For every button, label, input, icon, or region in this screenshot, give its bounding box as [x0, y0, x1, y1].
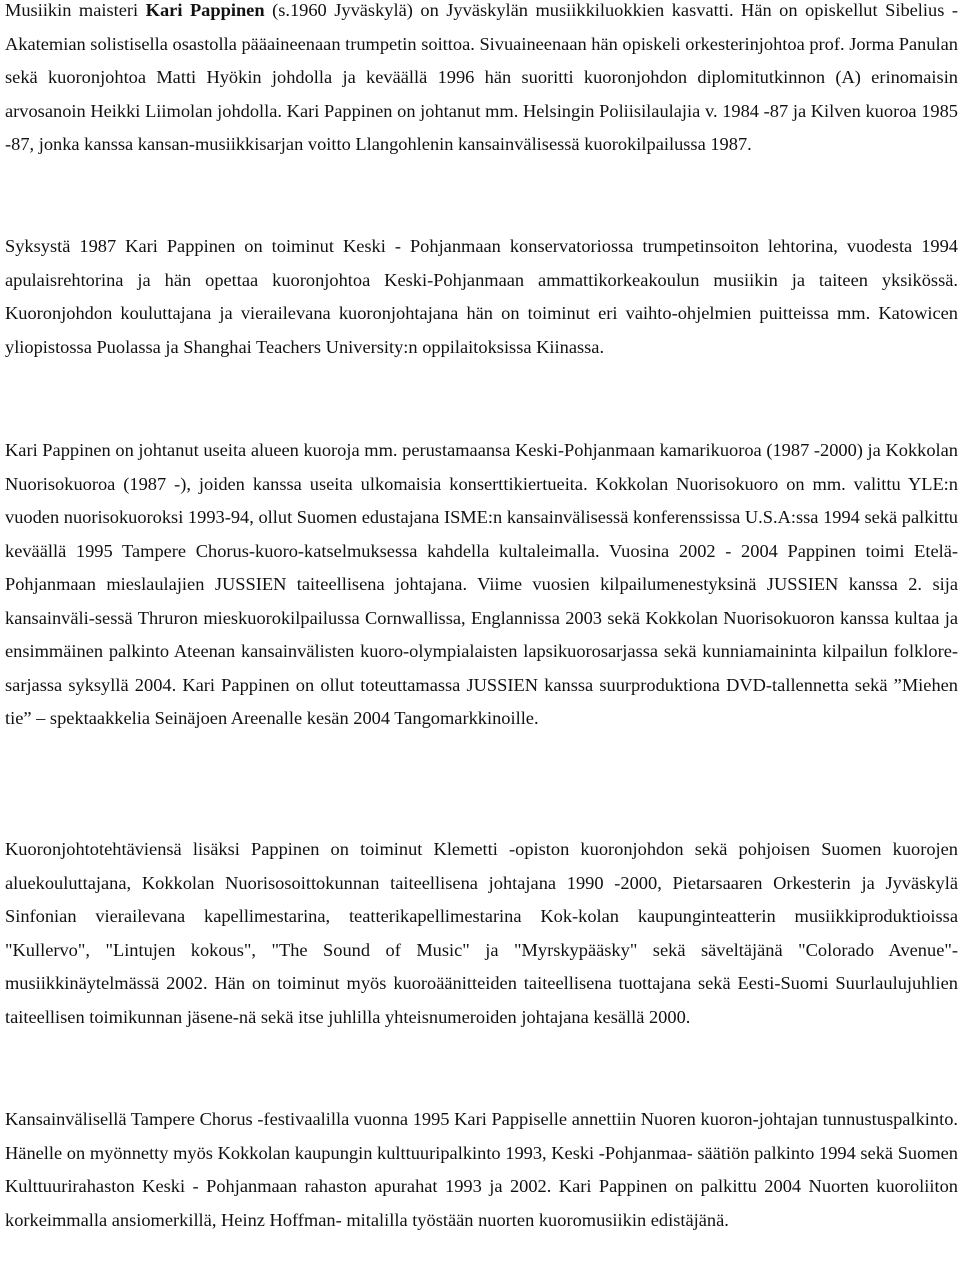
- paragraph-education-text: (s.1960 Jyväskylä) on Jyväskylän musiikkiluokkien kasvatti. Hän on opiskellut Sibelius - Akatemian solistisella osastolla pääaineenaan trumpetin soittoa. Sivuaineenaan hän opiskeli orkesterinjohtoa prof. Jorma Panulan sekä kuoronjohtoa Matti Hyökin johdolla ja keväällä 1996 hän suoritti kuoronjohdon diplomitutkinnon (A) erinomaisin arvosanoin Heikki Liimolan johdolla. Kari Pappinen on johtanut mm. Helsingin Poliisilaulajia v. 1984 -87 ja Kilven kuoroa 1985 -87, jonka kanssa kansan-musiikkisarjan voitto Llangohlenin kansainvälisessä kuorokilpailussa 1987.: [5, 0, 959, 154]
- paragraph-education-intro: Musiikin maisteri: [5, 0, 146, 20]
- paragraph-awards: Kansainvälisellä Tampere Chorus -festivaalilla vuonna 1995 Kari Pappiselle annettiin Nuoren kuoron-johtajan tunnustuspalkinto. Hänelle on myönnetty myös Kokkolan kaupungin kulttuuripalkinto 1993, Keski -Pohjanmaa- säätiön palkinto 1994 sekä Suomen Kulttuurirahaston Keski - Pohjanmaan rahaston apurahat 1993 ja 2002. Kari Pappinen on palkittu 2004 Nuorten kuoroliiton korkeimmalla ansiomerkillä, Heinz Hoffman- mitalilla työstään nuorten kuoromusiikin edistäjänä.: [5, 1109, 958, 1230]
- paragraph-other-roles: Kuoronjohtotehtäviensä lisäksi Pappinen on toiminut Klemetti -opiston kuoronjohdon sekä pohjoisen Suomen kuorojen aluekouluttajana, Kokkolan Nuorisosoittokunnan taiteellisena johtajana 1990 -2000, Pietarsaaren Orkesterin ja Jyväskylä Sinfonian vierailevana kapellimestarina, teatterikapellimestarina Kok-kolan kaupunginteatterin musiikkiproduktioissa "Kullervo", "Lintujen kokous", "The Sound of Music" ja "Myrskypääsky" sekä säveltäjänä "Colorado Avenue"- musiikkinäytelmässä 2002. Hän on toiminut myös kuoroäänitteiden taiteellisena tuottajana sekä Eesti-Suomi Suurlaulujuhlien taiteellisen toimikunnan jäsene-nä sekä itse juhlilla yhteisnumeroiden johtajana kesällä 2000.: [5, 839, 958, 1027]
- paragraph-education: [5, 0, 958, 162]
- paragraph-choirs-conducted: Kari Pappinen on johtanut useita alueen kuoroja mm. perustamaansa Keski-Pohjanmaan kamarikuoroa (1987 -2000) ja Kokkolan Nuorisokuoroa (1987 -), joiden kanssa useita ulkomaisia konserttikiertueita. Kokkolan Nuorisokuoro on mm. valittu YLE:n vuoden nuorisokuoroksi 1993-94, ollut Suomen edustajana ISME:n kansainvälisessä konferenssissa U.S.A:ssa 1994 sekä palkittu keväällä 1995 Tampere Chorus-kuoro-katselmuksessa kahdella kultaleimalla. Vuosina 2002 - 2004 Pappinen toimi Etelä-Pohjanmaan mieslaulajien JUSSIEN taiteellisena johtajana. Viime vuosien kilpailumenestyksinä JUSSIEN kanssa 2. sija kansainväli-sessä Thruron mieskuorokilpailussa Cornwallissa, Englannissa 2003 sekä Kokkolan Nuorisokuoron kanssa kultaa ja ensimmäinen palkinto Ateenan kansainvälisten kuoro-olympialaisten lapsikuorosarjassa sekä kunniamaininta kilpailun folklore-sarjassa syksyllä 2004. Kari Pappinen on ollut toteuttamassa JUSSIEN kanssa suurproduktiona DVD-tallennetta sekä ”Miehen tie” – spektaakkelia Seinäjoen Areenalle kesän 2004 Tangomarkkinoille.: [5, 440, 958, 728]
- person-name-bold: Kari Pappinen: [145, 0, 265, 20]
- paragraph-teaching-career: Syksystä 1987 Kari Pappinen on toiminut Keski - Pohjanmaan konservatoriossa trumpetinsoiton lehtorina, vuodesta 1994 apulaisrehtorina ja hän opettaa kuoronjohtoa Keski-Pohjanmaan ammattikorkeakoulun musiikin ja taiteen yksikössä. Kuoronjohdon kouluttajana ja vierailevana kuoronjohtajana hän on toiminut eri vaihto-ohjelmien puitteissa mm. Katowicen yliopistossa Puolassa ja Shanghai Teachers University:n oppilaitoksissa Kiinassa.: [5, 236, 958, 357]
